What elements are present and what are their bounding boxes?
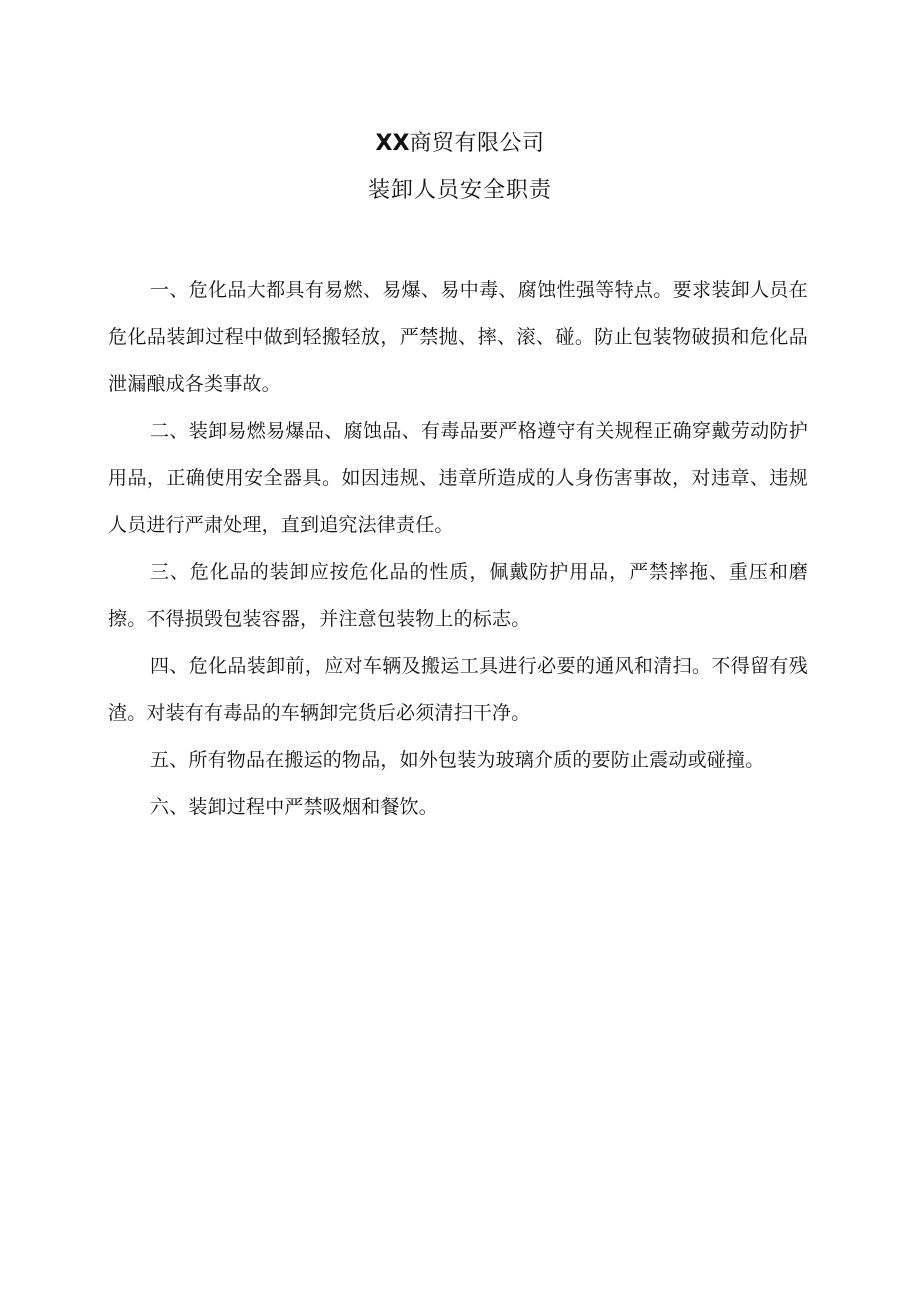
document-body (108, 267, 808, 831)
paragraph-6: 六、装卸过程中严禁吸烟和餐饮。 (150, 796, 439, 818)
company-name-prefix: XX (375, 131, 410, 156)
paragraph-2: 二、装卸易燃易爆品、腐蚀品、有毒品要严格遵守有关规程正确穿戴劳动防护用品，正确使用安全器具。如因违规、违章所造成的人身伤害事故，对违章、违规人员进行严肃处理，直到追究法律责任。 (108, 420, 808, 536)
paragraph-3: 三、危化品的装卸应按危化品的性质，佩戴防护用品，严禁摔拖、重压和磨擦。不得损毁包装容器，并注意包装物上的标志。 (108, 561, 808, 630)
company-name-suffix: 商贸有限公司 (409, 131, 545, 156)
paragraph-4: 四、危化品装卸前，应对车辆及搬运工具进行必要的通风和清扫。不得留有残渣。对装有有毒品的车辆卸完货后必须清扫干净。 (108, 655, 808, 724)
document-title: 装卸人员安全职责 (367, 178, 552, 203)
paragraph-5: 五、所有物品在搬运的物品，如外包装为玻璃介质的要防止震动或碰撞。 (150, 749, 765, 771)
company-name (0, 128, 920, 160)
paragraph-1: 一、危化品大都具有易燃、易爆、易中毒、腐蚀性强等特点。要求装卸人员在危化品装卸过程中做到轻搬轻放，严禁抛、摔、滚、碰。防止包装物破损和危化品泄漏酿成各类事故。 (108, 279, 808, 395)
